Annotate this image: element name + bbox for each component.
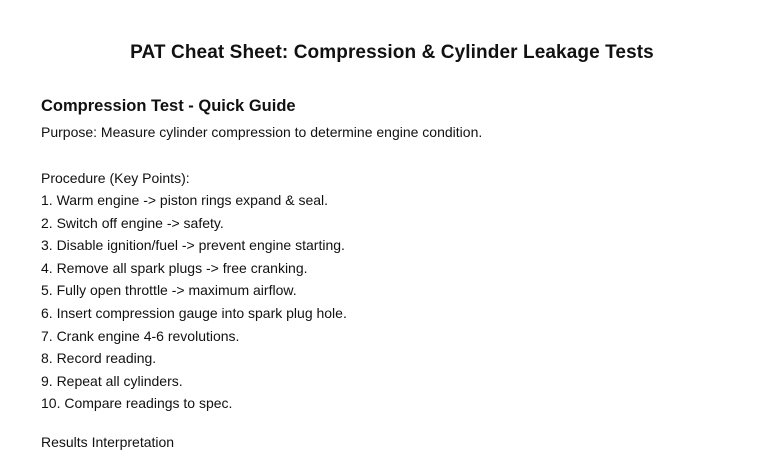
procedure-step: 4. Remove all spark plugs -> free cranking. bbox=[41, 259, 308, 276]
procedure-step: 1. Warm engine -> piston rings expand & seal. bbox=[41, 192, 329, 208]
procedure-steps-list bbox=[41, 192, 347, 418]
procedure-step: 10. Compare readings to spec. bbox=[41, 395, 233, 412]
next-section-partial-text: Results Interpretation bbox=[41, 434, 175, 450]
procedure-step: 9. Repeat all cylinders. bbox=[41, 372, 183, 389]
section-heading: Compression Test - Quick Guide bbox=[41, 97, 296, 115]
document-title: PAT Cheat Sheet: Compression & Cylinder Leakage Tests bbox=[130, 42, 654, 63]
procedure-step: 8. Record reading. bbox=[41, 350, 157, 367]
procedure-step: 3. Disable ignition/fuel -> prevent engine starting. bbox=[41, 237, 345, 254]
procedure-step: 6. Insert compression gauge into spark plug hole. bbox=[41, 304, 347, 321]
procedure-step: 2. Switch off engine -> safety. bbox=[41, 214, 224, 231]
purpose-text: Purpose: Measure cylinder compression to determine engine condition. bbox=[41, 124, 483, 140]
procedure-step: 7. Crank engine 4-6 revolutions. bbox=[41, 327, 240, 344]
procedure-heading: Procedure (Key Points): bbox=[41, 170, 190, 186]
procedure-step: 5. Fully open throttle -> maximum airflow. bbox=[41, 282, 297, 299]
